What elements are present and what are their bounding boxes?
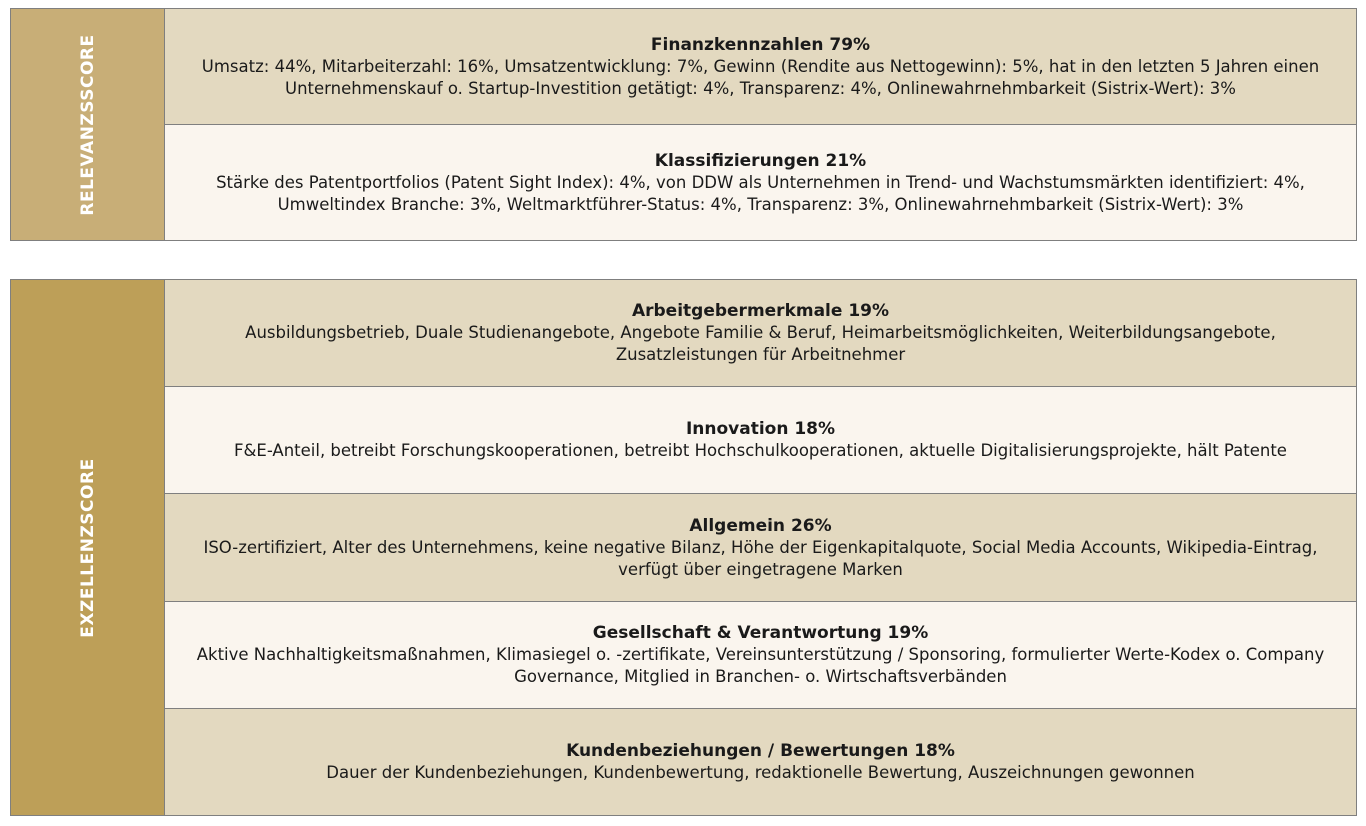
row-text: F&E-Anteil, betreibt Forschungskooperationen, betreibt Hochschulkooperationen, aktuelle Digitalisierungsprojekte, hält Patente (234, 441, 1287, 461)
exzellenzscore-table (10, 279, 1357, 816)
row-gesellschaft-verantwortung (165, 602, 1356, 709)
row-title: Klassifizierungen 21% (654, 150, 867, 171)
row-title: Finanzkennzahlen 79% (650, 34, 871, 55)
relevanzscore-label: RELEVANZSSCORE (77, 33, 98, 216)
row-title: Kundenbeziehungen / Bewertungen 18% (566, 740, 955, 761)
row-finanzkennzahlen (165, 9, 1356, 125)
row-allgemein (165, 494, 1356, 601)
row-klassifizierungen (165, 125, 1356, 240)
row-innovation (165, 387, 1356, 494)
relevanzscore-table (10, 8, 1357, 241)
relevanzscore-rows (165, 9, 1356, 240)
row-text: Umsatz: 44%, Mitarbeiterzahl: 16%, Umsatzentwicklung: 7%, Gewinn (Rendite aus Nettogewinn): 5%, hat in den letzten 5 Jahren einen Unternehmenskauf o. Startup-Investition getätigt: 4%, Transparenz: 4%, Onlinewahrnehmbarkeit (Sistrix-Wert): 3% (201, 56, 1320, 98)
exzellenzscore-label: EXZELLENZSCORE (77, 457, 98, 638)
relevanzscore-side-label-cell (11, 9, 165, 240)
exzellenzscore-side-label-cell (11, 280, 165, 815)
row-title: Innovation 18% (685, 419, 836, 440)
exzellenzscore-rows (165, 280, 1356, 815)
row-kundenbeziehungen-bewertungen (165, 709, 1356, 815)
row-title: Gesellschaft & Verantwortung 19% (592, 622, 929, 643)
row-text: Aktive Nachhaltigkeitsmaßnahmen, Klimasiegel o. -zertifikate, Vereinsunterstützung / Sponsoring, formulierter Werte-Kodex o. Company Governance, Mitglied in Branchen- o. Wirtschaftsverbänden (196, 644, 1325, 686)
row-arbeitgebermerkmale (165, 280, 1356, 387)
row-title: Arbeitgebermerkmale 19% (631, 301, 890, 322)
row-text: Ausbildungsbetrieb, Duale Studienangebote, Angebote Familie & Beruf, Heimarbeitsmöglichkeiten, Weiterbildungsangebote, Zusatzleistungen für Arbeitnehmer (245, 323, 1276, 365)
row-title: Allgemein 26% (689, 515, 832, 536)
row-text: ISO-zertifiziert, Alter des Unternehmens, keine negative Bilanz, Höhe der Eigenkapitalquote, Social Media Accounts, Wikipedia-Eintrag, verfügt über eingetragene Marken (203, 537, 1318, 579)
row-text: Stärke des Patentportfolios (Patent Sight Index): 4%, von DDW als Unternehmen in Trend- und Wachstumsmärkten identifiziert: 4%, Umweltindex Branche: 3%, Weltmarktführer-Status: 4%, Transparenz: 3%, Onlinewahrnehmbarkeit (Sistrix-Wert): 3% (216, 172, 1305, 214)
row-text: Dauer der Kundenbeziehungen, Kundenbewertung, redaktionelle Bewertung, Auszeichnungen gewonnen (326, 762, 1195, 782)
